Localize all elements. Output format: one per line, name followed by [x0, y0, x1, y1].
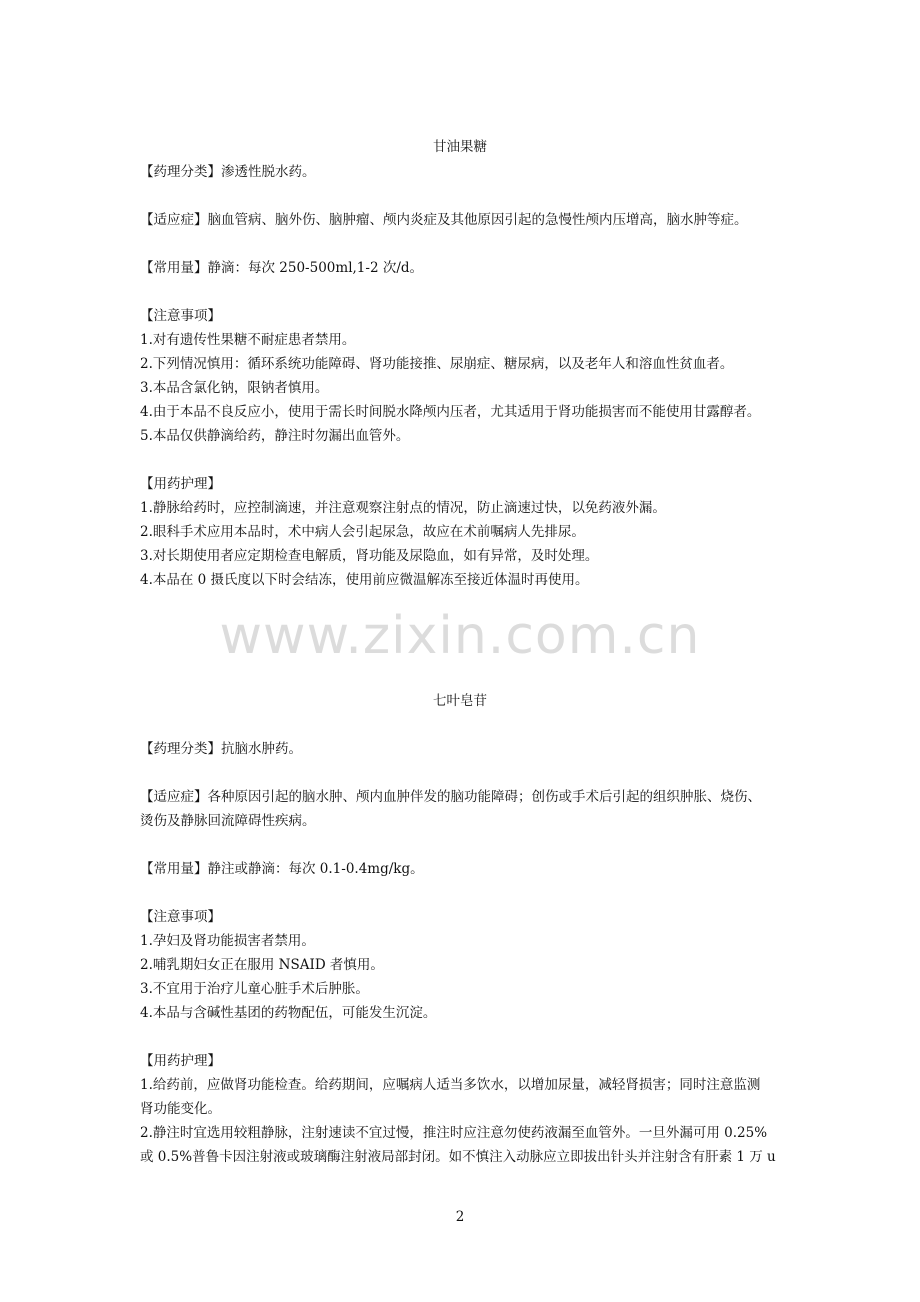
drug1-indications: 【适应症】脑血管病、脑外伤、脑肿瘤、颅内炎症及其他原因引起的急慢性颅内压增高，脑水肿等症。: [140, 212, 748, 228]
drug2-precaution-item: 4.本品与含碱性基团的药物配伍，可能发生沉淀。: [140, 1005, 437, 1021]
drug2-title: 七叶皂苷: [433, 693, 487, 709]
page-number: 2: [455, 1209, 465, 1225]
watermark: www.zixin.com.cn: [219, 606, 701, 666]
drug2-nursing-line: 或 0.5%普鲁卡因注射液或玻璃酶注射液局部封闭。如不慎注入动脉应立即拔出针头并注射含有肝素 1 万 u: [140, 1149, 776, 1165]
drug1-precaution-item: 3.本品含氯化钠，限钠者慎用。: [140, 380, 329, 396]
drug2-precautions-heading: 【注意事项】: [140, 909, 221, 925]
drug1-precaution-item: 1.对有遗传性果糖不耐症患者禁用。: [140, 332, 356, 348]
drug2-indications-cont: 烫伤及静脉回流障碍性疾病。: [140, 813, 316, 829]
drug1-nursing-heading: 【用药护理】: [140, 476, 221, 492]
drug2-precaution-item: 2.哺乳期妇女正在服用 NSAID 者慎用。: [140, 957, 384, 973]
drug1-nursing-item: 1.静脉给药时，应控制滴速，并注意观察注射点的情况，防止滴速过快，以免药液外漏。: [140, 500, 666, 516]
drug1-dosage: 【常用量】静滴：每次 250-500ml,1-2 次/d。: [140, 260, 424, 276]
drug1-title: 甘油果糖: [433, 139, 487, 155]
drug1-precautions-heading: 【注意事项】: [140, 308, 221, 324]
drug2-category: 【药理分类】抗脑水肿药。: [140, 741, 302, 757]
drug2-nursing-line: 1.给药前，应做肾功能检查。给药期间，应嘱病人适当多饮水，以增加尿量，减轻肾损害；同时注意监测: [140, 1077, 761, 1093]
drug2-indications: 【适应症】各种原因引起的脑水肿、颅内血肿伴发的脑功能障碍；创伤或手术后引起的组织肿胀、烧伤、: [140, 789, 761, 805]
drug1-category: 【药理分类】渗透性脱水药。: [140, 164, 316, 180]
drug1-precaution-item: 4.由于本品不良反应小，使用于需长时间脱水降颅内压者，尤其适用于肾功能损害而不能使用甘露醇者。: [140, 404, 761, 420]
drug1-precaution-item: 2.下列情况慎用：循环系统功能障碍、肾功能接推、尿崩症、糖尿病，以及老年人和溶血性贫血者。: [140, 356, 734, 372]
drug1-nursing-item: 4.本品在 0 摄氏度以下时会结冻，使用前应微温解冻至接近体温时再使用。: [140, 572, 589, 588]
drug2-nursing-line: 2.静注时宜选用较粗静脉，注射速读不宜过慢，推注时应注意勿使药液漏至血管外。一旦外漏可用 0.25%: [140, 1125, 768, 1141]
drug1-nursing-item: 2.眼科手术应用本品时，术中病人会引起尿急，故应在术前嘱病人先排尿。: [140, 524, 585, 540]
drug2-nursing-heading: 【用药护理】: [140, 1053, 221, 1069]
drug2-nursing-line: 肾功能变化。: [140, 1101, 221, 1117]
drug1-precaution-item: 5.本品仅供静滴给药，静注时勿漏出血管外。: [140, 428, 410, 444]
drug2-dosage: 【常用量】静注或静滴：每次 0.1-0.4mg/kg。: [140, 861, 424, 877]
drug2-precaution-item: 1.孕妇及肾功能损害者禁用。: [140, 933, 315, 949]
drug1-nursing-item: 3.对长期使用者应定期检查电解质，肾功能及尿隐血，如有异常，及时处理。: [140, 548, 599, 564]
drug2-precaution-item: 3.不宜用于治疗儿童心脏手术后肿胀。: [140, 981, 369, 997]
